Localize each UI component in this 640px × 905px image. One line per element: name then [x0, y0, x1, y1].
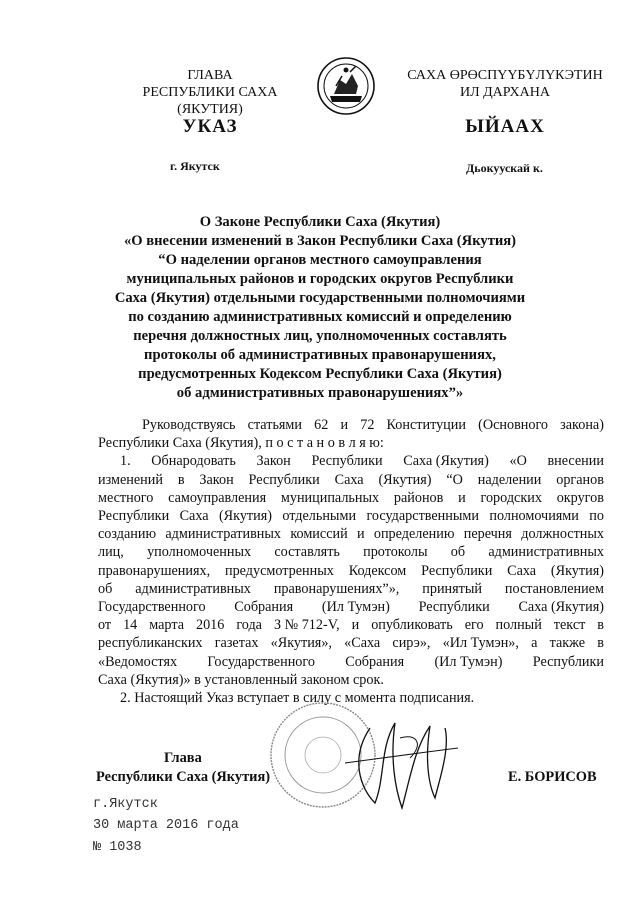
word: наделении	[477, 471, 542, 488]
word: Государственного	[207, 653, 315, 670]
word: года	[236, 617, 262, 634]
paragraph-line	[98, 598, 604, 616]
word: уполномоченных	[147, 544, 252, 561]
title-line: О Законе Республики Саха (Якутия)	[199, 214, 441, 230]
word: Закон	[199, 471, 234, 488]
title-line: «О внесении изменений в Закон Республики Саха (Якутия)	[123, 233, 517, 249]
paragraph-line	[98, 471, 604, 489]
word: об	[450, 544, 466, 561]
doc-type-right: ЫЙААХ	[465, 116, 545, 137]
place-right: Дьокуускай к.	[466, 161, 543, 175]
word: и	[340, 417, 349, 433]
word: предусмотренных	[224, 562, 334, 579]
signatory-title-2: Республики Саха (Якутия)	[96, 769, 271, 785]
word: опубликовать	[371, 617, 453, 634]
title-line: “О наделении органов местного самоуправления	[158, 252, 482, 268]
word: внесении	[547, 453, 604, 470]
word: (Якутия)	[218, 508, 272, 525]
word: местного	[98, 489, 154, 506]
word: «Якутия»,	[270, 635, 332, 652]
paragraph-1	[98, 452, 604, 670]
word: округов	[556, 489, 604, 506]
word: Руководствуясь	[142, 417, 236, 433]
footer-date: 30 марта 2016 года	[93, 818, 239, 833]
word: созданию	[98, 526, 157, 543]
paragraph-line	[98, 616, 604, 634]
word: также	[549, 635, 586, 652]
word: Собрания	[234, 599, 294, 616]
word: протоколы	[363, 544, 428, 561]
word: 62	[314, 417, 329, 433]
intro-line-2: Республики Саха (Якутия), п о с т а н о в л я ю:	[98, 435, 384, 452]
word: в	[177, 471, 185, 488]
signatory-name: Е. БОРИСОВ	[508, 769, 597, 785]
word: и	[356, 526, 365, 543]
paragraph-line	[98, 507, 604, 525]
word: от	[98, 617, 112, 634]
word: административных	[488, 544, 604, 561]
word: Конституции	[386, 417, 466, 433]
word: республиканских	[98, 635, 203, 652]
word: Республики	[98, 508, 170, 525]
word: перечня	[463, 526, 512, 543]
word: Собрания	[345, 653, 405, 670]
word: сирэ»,	[392, 635, 431, 652]
word: закона)	[560, 417, 604, 433]
word: правонарушениях,	[98, 562, 211, 579]
word: 72	[360, 417, 375, 433]
paragraph-line	[98, 452, 604, 470]
title-line: предусмотренных Кодексом Республики Саха (Якутия)	[138, 366, 502, 382]
word: по	[589, 508, 604, 525]
intro-line	[98, 416, 604, 434]
word: З № 712-V,	[273, 617, 340, 634]
word: Республики	[532, 653, 604, 670]
place-left: г. Якутск	[170, 159, 220, 173]
word: полномочиями	[489, 508, 579, 525]
title-line: перечня должностных лиц, уполномоченных составлять	[133, 328, 507, 344]
word: должностных	[521, 526, 604, 543]
word: составлять	[274, 544, 340, 561]
header-right-line2: ИЛ ДАРХАНА	[459, 85, 550, 100]
word: марта	[149, 617, 184, 634]
word: Саха	[179, 508, 209, 525]
word: а	[531, 635, 538, 652]
word: административных	[165, 526, 282, 543]
word: Саха (Якутия)	[403, 453, 489, 470]
word: самоуправления	[168, 489, 267, 506]
word: комиссий	[290, 526, 348, 543]
word: Республики	[248, 471, 320, 488]
word: лиц,	[98, 544, 124, 561]
footer-city: г.Якутск	[93, 797, 158, 812]
document-body	[98, 416, 604, 707]
word: Саха	[507, 562, 537, 579]
word: газетах	[214, 635, 259, 652]
word: Саха	[334, 471, 364, 488]
word: органов	[556, 471, 604, 488]
word: текст	[553, 617, 586, 634]
paragraph-line	[98, 562, 604, 580]
word: изменений	[98, 471, 163, 488]
word: государственными	[366, 508, 479, 525]
word: его	[464, 617, 484, 634]
handwritten-signature	[340, 708, 460, 818]
title-line: муниципальных районов и городских округов Республики	[126, 271, 514, 287]
word: «Саха	[344, 635, 381, 652]
word: муниципальных	[280, 489, 380, 506]
emblem-icon	[316, 56, 376, 116]
word: правонарушениях”»,	[273, 580, 400, 597]
word: Обнародовать	[151, 453, 236, 470]
word: Республики	[311, 453, 383, 470]
paragraph-line	[98, 634, 604, 652]
word: (Якутия)	[550, 562, 604, 579]
word: (Ил Тумэн)	[321, 599, 390, 616]
word: “О	[446, 471, 463, 488]
word: статьями	[247, 417, 303, 433]
paragraph-line	[98, 489, 604, 507]
word: «О	[509, 453, 527, 470]
header-right	[400, 67, 610, 101]
header-left-line2: РЕСПУБЛИКИ САХА (ЯКУТИЯ)	[142, 85, 278, 117]
word: постановлением	[504, 580, 604, 597]
footer-number: № 1038	[93, 840, 142, 855]
word: «Ведомостях	[98, 653, 178, 670]
signatory-title-1: Глава	[164, 750, 202, 766]
word: Саха (Якутия)	[518, 599, 604, 616]
word: Закон	[256, 453, 291, 470]
word: (Ил Тумэн)	[434, 653, 503, 670]
header-left-line1: ГЛАВА	[187, 68, 233, 83]
paragraph-line	[98, 543, 604, 561]
word: Государственного	[98, 599, 206, 616]
word: 1.	[120, 453, 131, 470]
word: городских	[480, 489, 542, 506]
word: и	[351, 617, 360, 634]
word: об	[98, 580, 113, 597]
word: в	[597, 617, 604, 634]
paragraph-line	[98, 580, 604, 598]
word: районов	[393, 489, 444, 506]
word: (Якутия)	[378, 471, 432, 488]
paragraph-line	[98, 525, 604, 543]
title-line: Саха (Якутия) отдельными государственными полномочиями	[114, 290, 526, 306]
word: Республики	[421, 562, 493, 579]
title-line: по созданию административных комиссий и определению	[128, 309, 512, 325]
word: Республики	[418, 599, 490, 616]
word: 14	[123, 617, 138, 634]
word: полный	[495, 617, 542, 634]
title-line: об административных правонарушениях”»	[176, 385, 464, 401]
word: (Основного	[478, 417, 549, 433]
title-line: протоколы об административных правонарушениях,	[144, 347, 496, 363]
word: «Ил Тумэн»,	[442, 635, 519, 652]
paragraph-1-last: Саха (Якутия)» в установленный законом срок.	[98, 671, 384, 688]
word: административных	[135, 580, 251, 597]
word: принятый	[422, 580, 482, 597]
word: Кодексом	[348, 562, 407, 579]
word: определению	[373, 526, 455, 543]
word: в	[597, 635, 604, 652]
header-left	[110, 67, 310, 118]
paragraph-2: 2. Настоящий Указ вступает в силу с момента подписания.	[120, 690, 475, 707]
word: и	[458, 489, 466, 506]
header-right-line1: САХА ӨРӨСПҮҮБҮЛҮКЭТИН	[407, 68, 603, 83]
doc-type-left: УКАЗ	[182, 116, 238, 137]
word: отдельными	[282, 508, 357, 525]
document-title	[60, 213, 580, 403]
paragraph-line	[98, 653, 604, 671]
word: 2016	[195, 617, 225, 634]
